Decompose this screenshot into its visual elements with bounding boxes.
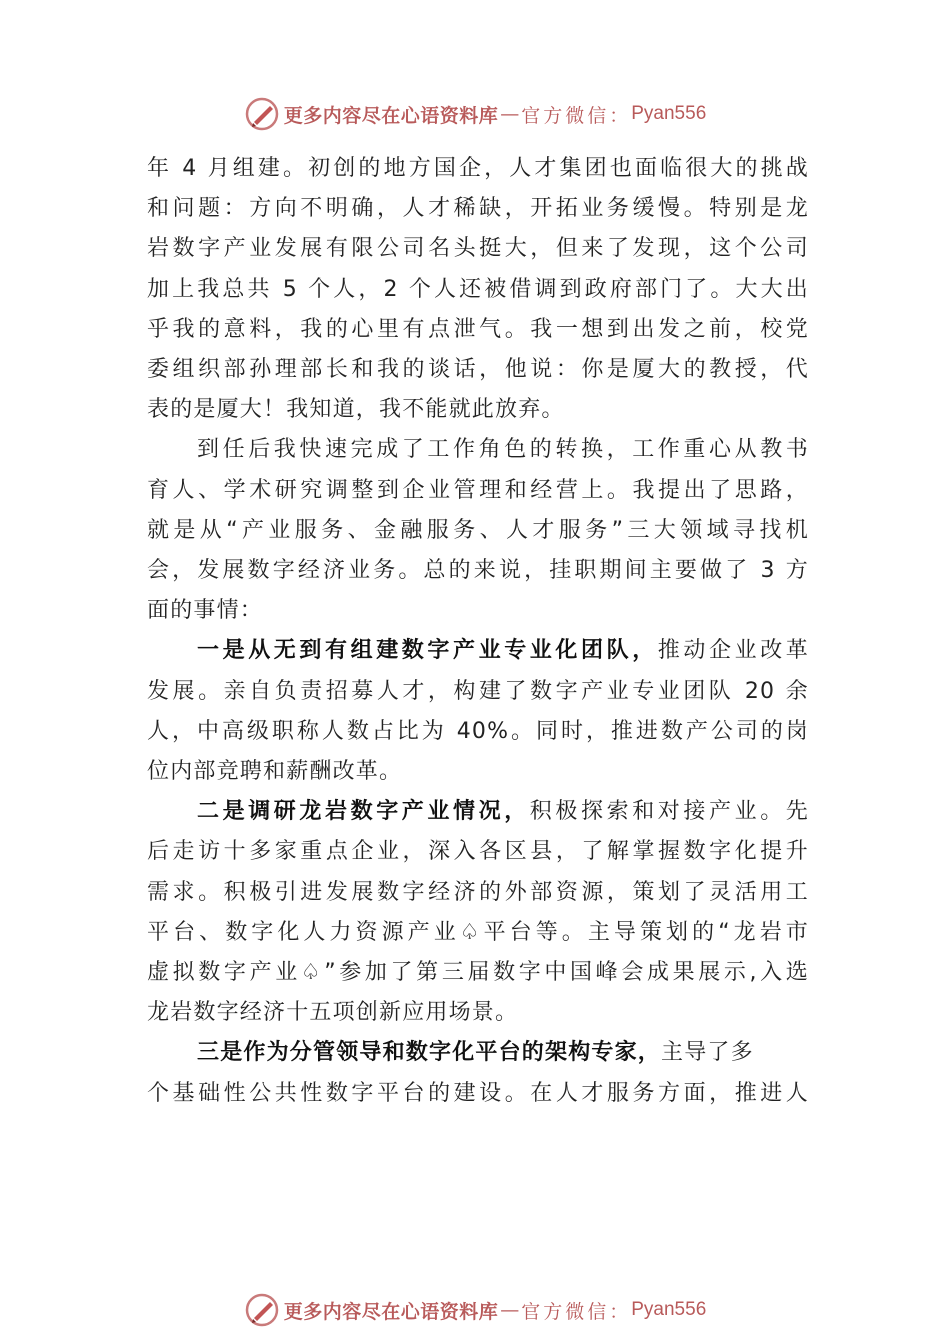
watermark-label: 官方微信： bbox=[521, 1300, 632, 1323]
text-line: 到任后我快速完成了工作角色的转换，工作重心从教书 bbox=[197, 437, 809, 463]
text-run: 主导了多 bbox=[661, 1040, 754, 1066]
watermark-text: 更多内容尽在心语资料库 bbox=[283, 104, 499, 127]
text-line: 平台、数字化人力资源产业♤平台等。主导策划的“龙岩市 bbox=[147, 919, 809, 945]
watermark-id: Pyan556 bbox=[631, 103, 707, 124]
watermark-label: 官方微信： bbox=[521, 104, 632, 127]
text-line: 就是从“产业服务、金融服务、人才服务”三大领域寻找机 bbox=[147, 517, 809, 543]
text-line: 加上我总共 5 个人，2 个人还被借调到政府部门了。大大出 bbox=[147, 276, 809, 302]
pen-logo-icon bbox=[244, 1292, 280, 1328]
text-line: 个基础性公共性数字平台的建设。在人才服务方面，推进人 bbox=[147, 1080, 809, 1106]
pen-logo-icon bbox=[244, 96, 280, 132]
text-line: 年 4 月组建。初创的地方国企，人才集团也面临很大的挑战 bbox=[147, 156, 809, 181]
text-line: 龙岩数字经济十五项创新应用场景。 bbox=[147, 1000, 519, 1026]
bold-heading-3: 三是作为分管领导和数字化平台的架构专家， bbox=[197, 1040, 662, 1066]
text-line: 乎我的意料，我的心里有点泄气。我一想到出发之前，校党 bbox=[147, 316, 809, 342]
watermark-footer bbox=[0, 1290, 950, 1330]
watermark-id: Pyan556 bbox=[631, 1299, 707, 1320]
text-line: 面的事情： bbox=[147, 598, 264, 624]
watermark-header bbox=[0, 94, 950, 134]
text-line: 育人、学术研究调整到企业管理和经营上。我提出了思路， bbox=[147, 477, 809, 503]
text-line: 岩数字产业发展有限公司名头挺大，但来了发现，这个公司 bbox=[147, 236, 809, 262]
text-run: 推动企业改革 bbox=[657, 638, 809, 664]
text-line: 需求。积极引进发展数字经济的外部资源，策划了灵活用工 bbox=[147, 879, 809, 905]
text-line: 后走访十多家重点企业，深入各区县，了解掌握数字化提升 bbox=[147, 839, 809, 865]
text-line: 人，中高级职称人数占比为 40%。同时，推进数产公司的岗 bbox=[147, 718, 809, 744]
watermark-text: 更多内容尽在心语资料库 bbox=[283, 1300, 499, 1323]
paragraph-3-first-line bbox=[147, 1033, 809, 1073]
text-line: 位内部竞聘和薪酬改革。 bbox=[147, 759, 403, 785]
watermark-dash: — bbox=[500, 1299, 520, 1321]
bold-heading-1: 一是从无到有组建数字产业专业化团队， bbox=[197, 638, 658, 664]
text-line: 发展。亲自负责招募人才，构建了数字产业专业团队 20 余 bbox=[147, 678, 809, 704]
text-line: 和问题：方向不明确，人才稀缺，开拓业务缓慢。特别是龙 bbox=[147, 196, 809, 222]
text-line: 虚拟数字产业♤”参加了第三届数字中国峰会成果展示,入选 bbox=[147, 960, 809, 986]
bold-heading-2: 二是调研龙岩数字产业情况， bbox=[197, 799, 530, 825]
text-line: 委组织部孙理部长和我的谈话，他说：你是厦大的教授，代 bbox=[147, 357, 809, 383]
text-line: 会，发展数字经济业务。总的来说，挂职期间主要做了 3 方 bbox=[147, 558, 809, 584]
paragraph-1-first-line bbox=[147, 631, 809, 671]
document-body bbox=[147, 149, 809, 1114]
watermark-dash: — bbox=[500, 103, 520, 125]
text-line: 表的是厦大！我知道，我不能就此放弃。 bbox=[147, 397, 565, 423]
paragraph-2-first-line bbox=[147, 792, 809, 832]
text-run: 积极探索和对接产业。先 bbox=[529, 799, 809, 825]
